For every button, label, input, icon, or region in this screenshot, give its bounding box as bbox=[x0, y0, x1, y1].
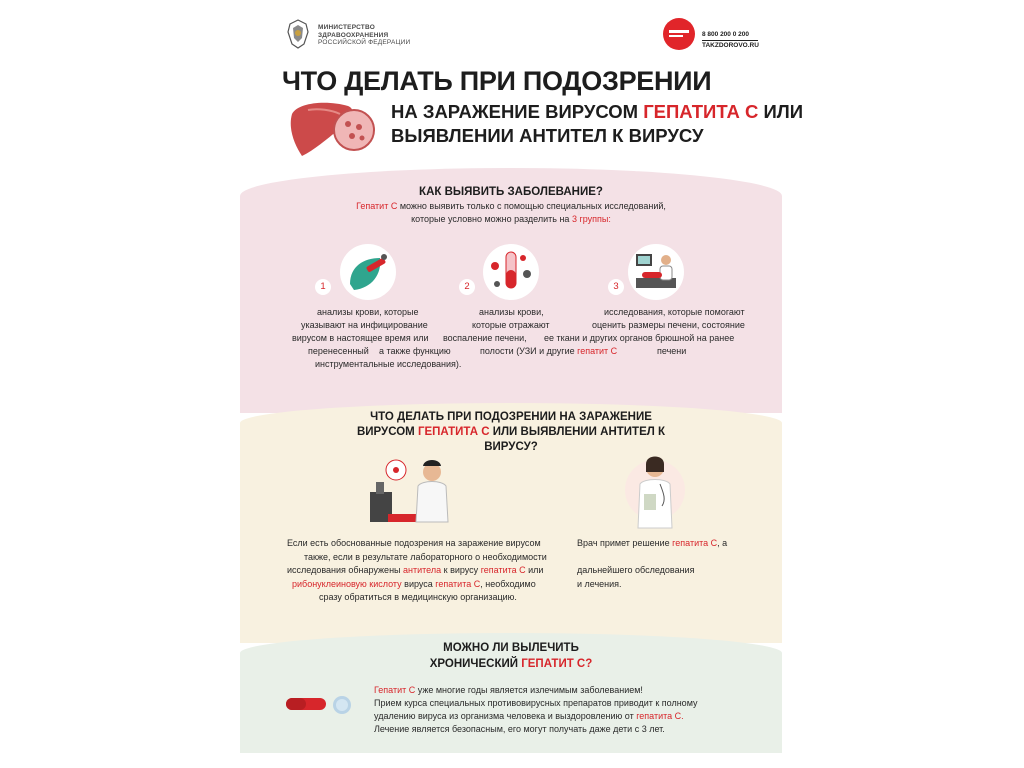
cure-line: уже многие годы является излечимым заболеванием! bbox=[415, 685, 643, 695]
intro-highlight: 3 группы: bbox=[571, 213, 611, 224]
suspect-heading-line: ИЛИ ВЫЯВЛЕНИИ АНТИТЕЛ К bbox=[489, 426, 666, 438]
step-number-1: 1 bbox=[315, 279, 331, 295]
cure-heading bbox=[240, 640, 782, 672]
suspect-left-highlight: гепатита С bbox=[480, 565, 526, 575]
suspect-left-line: или bbox=[525, 565, 544, 575]
detect-heading: КАК ВЫЯВИТЬ ЗАБОЛЕВАНИЕ? bbox=[419, 186, 603, 198]
blood-test-icon bbox=[340, 244, 396, 300]
group-1-text: анализы крови, которые bbox=[317, 307, 419, 317]
step-number-3: 3 bbox=[608, 279, 624, 295]
suspect-left-line: к вирусу bbox=[441, 565, 481, 575]
title-text: НА ЗАРАЖЕНИЕ ВИРУСОМ bbox=[391, 101, 644, 122]
group-1-text: указывают на инфицирование bbox=[301, 320, 428, 330]
page-title-line-3: ВЫЯВЛЕНИИ АНТИТЕЛ К ВИРУСУ bbox=[391, 125, 704, 146]
cure-line: удалению вируса из организма человека и выздоровлению от bbox=[374, 711, 637, 721]
suspect-left-line: также, если в результате лабораторного о необходимости bbox=[304, 551, 547, 562]
takzdorovo-logo bbox=[662, 17, 696, 51]
group-3-text: печени bbox=[657, 346, 687, 356]
suspect-right-line: и лечения. bbox=[577, 578, 622, 589]
page-title-line-2 bbox=[391, 100, 803, 123]
suspect-left-text bbox=[287, 537, 547, 605]
ministry-line-2: ЗДРАВООХРАНЕНИЯ bbox=[318, 31, 389, 39]
suspect-heading-line: ВИРУСОМ bbox=[356, 426, 418, 438]
intro-highlight: Гепатит С bbox=[356, 201, 398, 211]
group-2-text-part: полости (УЗИ и другие bbox=[480, 346, 575, 356]
cure-highlight: гепатита С. bbox=[636, 711, 684, 721]
group-1-text: инструментальные исследования). bbox=[315, 359, 462, 369]
suspect-heading bbox=[240, 410, 782, 455]
suspect-right-line: , а bbox=[717, 538, 728, 548]
suspect-heading-line: ВИРУСУ? bbox=[484, 441, 538, 453]
hotline-divider bbox=[702, 40, 758, 41]
page-title-line-1: ЧТО ДЕЛАТЬ ПРИ ПОДОЗРЕНИИ bbox=[282, 66, 712, 96]
ministry-line-1: МИНИСТЕРСТВО bbox=[318, 24, 375, 31]
scientist-illustration bbox=[366, 452, 456, 530]
group-2-highlight: гепатит С bbox=[577, 346, 618, 356]
group-2-text bbox=[480, 345, 617, 358]
cure-highlight: Гепатит С bbox=[374, 685, 416, 695]
virus-tube-icon bbox=[483, 244, 539, 300]
group-1-text: вирусом в настоящее время или bbox=[292, 333, 429, 343]
suspect-left-line: Если есть обоснованные подозрения на заражение вирусом bbox=[287, 538, 541, 548]
intro-text: которые условно можно разделить на bbox=[411, 213, 572, 224]
suspect-left-line: , необходимо bbox=[480, 578, 536, 589]
suspect-right-highlight: гепатита С bbox=[672, 538, 718, 548]
ultrasound-icon bbox=[628, 244, 684, 300]
group-2-text: анализы крови, bbox=[479, 307, 544, 317]
title-highlight: ГЕПАТИТА С bbox=[643, 101, 759, 122]
liver-illustration bbox=[288, 100, 380, 158]
step-number-2: 2 bbox=[459, 279, 475, 295]
hotline bbox=[702, 31, 759, 50]
pill-icon bbox=[286, 694, 354, 716]
cure-heading-highlight: ГЕПАТИТ С? bbox=[521, 658, 593, 670]
hotline-phone: 8 800 200 0 200 bbox=[702, 31, 749, 38]
intro-text: можно выявить только с помощью специальных исследований, bbox=[397, 201, 666, 211]
suspect-left-line: вируса bbox=[401, 578, 436, 589]
group-3-text: исследования, которые помогают bbox=[604, 307, 745, 317]
group-1-text: перенесенный bbox=[308, 346, 369, 356]
suspect-left-highlight: антитела bbox=[403, 565, 442, 575]
suspect-right-line: Врач примет решение bbox=[577, 538, 673, 548]
ministry-name bbox=[318, 24, 410, 47]
suspect-right-text bbox=[577, 537, 727, 591]
cure-line: Прием курса специальных противовирусных препаратов приводит к полному bbox=[374, 698, 698, 708]
hotline-site: TAKZDOROVO.RU bbox=[702, 42, 759, 49]
group-3-text: оценить размеры печени, состояние bbox=[592, 320, 745, 330]
suspect-heading-highlight: ГЕПАТИТА С bbox=[417, 426, 490, 438]
suspect-left-highlight: гепатита С bbox=[435, 578, 481, 589]
group-2-text: которые отражают bbox=[472, 320, 550, 330]
suspect-left-highlight: рибонуклеиновую кислоту bbox=[292, 578, 402, 589]
cure-heading-line: МОЖНО ЛИ ВЫЛЕЧИТЬ bbox=[443, 642, 579, 654]
cure-text bbox=[374, 684, 697, 736]
title-text: ИЛИ bbox=[758, 101, 804, 122]
suspect-heading-line: ЧТО ДЕЛАТЬ ПРИ ПОДОЗРЕНИИ НА ЗАРАЖЕНИЕ bbox=[370, 411, 652, 423]
group-3-text: ее ткани и других органов брюшной на ранее bbox=[544, 333, 735, 343]
group-1-text: а также функцию bbox=[379, 346, 451, 356]
suspect-left-line: исследования обнаружены bbox=[287, 565, 404, 575]
suspect-right-line: дальнейшего обследования bbox=[577, 565, 695, 575]
suspect-left-line: сразу обратиться в медицинскую организацию. bbox=[319, 592, 517, 602]
cure-line: Лечение является безопасным, его могут получать даже дети с 3 лет. bbox=[374, 724, 665, 734]
group-2-text: воспаление печени, bbox=[443, 333, 527, 343]
doctor-illustration bbox=[620, 450, 690, 530]
detect-intro bbox=[240, 200, 782, 225]
cure-heading-line: ХРОНИЧЕСКИЙ bbox=[429, 658, 522, 670]
ministry-line-3: РОССИЙСКОЙ ФЕДЕРАЦИИ bbox=[318, 39, 411, 46]
ministry-emblem bbox=[284, 18, 312, 50]
